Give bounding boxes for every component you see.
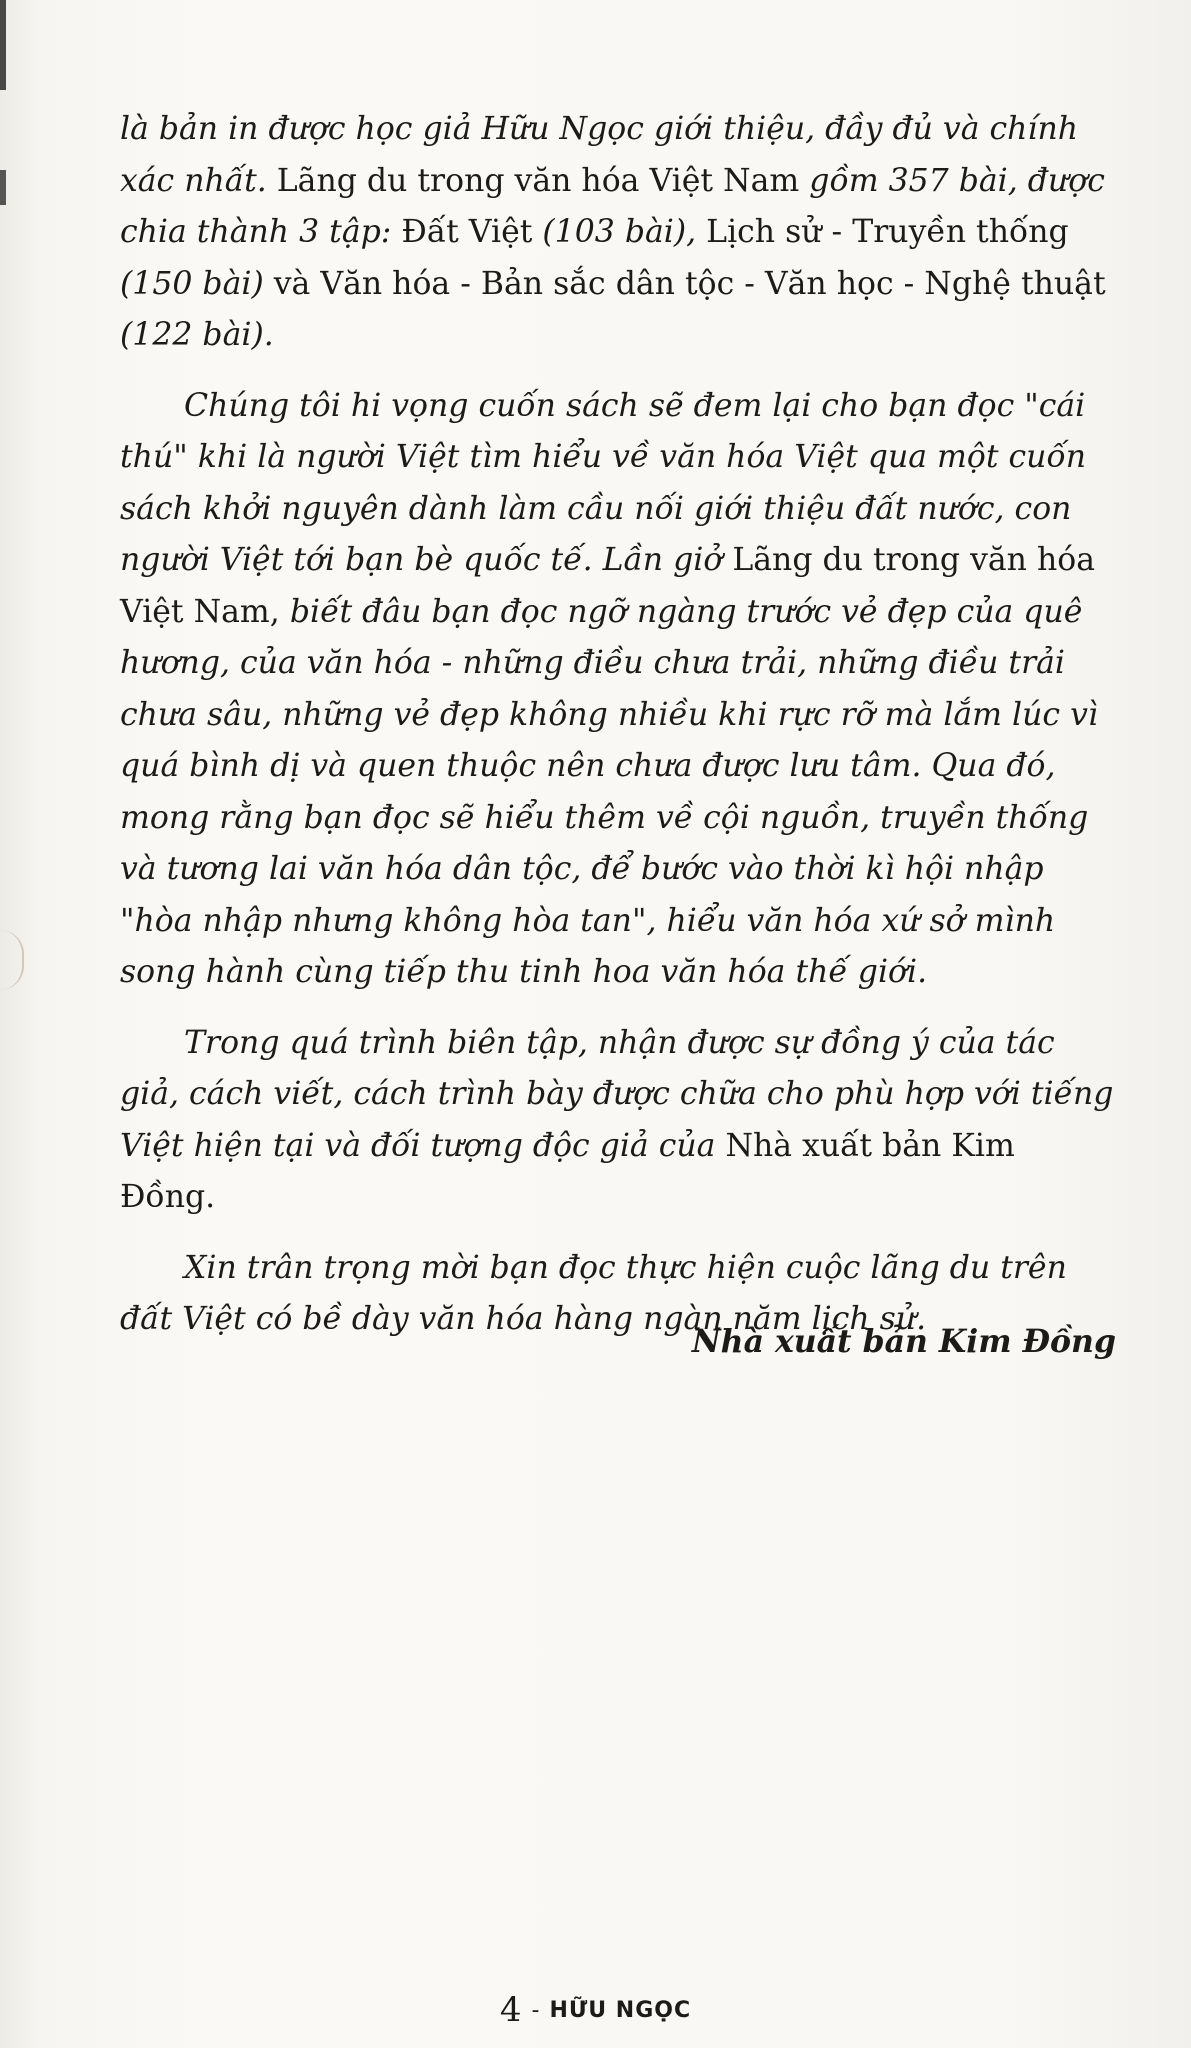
volume-title-2: Lịch sử - Truyền thống xyxy=(706,214,1069,250)
text-run: Xin trân trọng mời bạn đọc thực hiện cuộc lãng du trên đất Việt có bề dày văn hóa hàng ngàn năm lịch sử. xyxy=(120,1249,1067,1337)
book-title: Lãng du trong văn hóa Việt Nam xyxy=(276,162,810,199)
page-footer xyxy=(0,1990,1191,2030)
page-fold-mark xyxy=(0,930,24,990)
text-run: (122 bài). xyxy=(120,317,274,353)
text-run: Trong quá trình biên tập, nhận được sự đồng ý của tác giả, cách viết, cách trình bày được chữa cho phù hợp với tiếng Việt hiện tại và đối tượng độc giả của xyxy=(120,1024,1114,1164)
text-run: và xyxy=(273,265,321,302)
paragraph-intro xyxy=(120,104,1116,362)
text-run: Chúng tôi hi vọng cuốn sách sẽ đem lại cho bạn đọc "cái thú" khi là người Việt tìm hiểu về văn hóa Việt qua một cuốn sách khởi nguyên dành làm cầu nối giới thiệu đất nước, con người Việt tới bạn bè quốc tế. Lần giở xyxy=(120,387,1087,578)
footer-separator: - xyxy=(531,1998,540,2023)
running-author: HỮU NGỌC xyxy=(549,1998,692,2023)
publisher-signature: Nhà xuất bản Kim Đồng xyxy=(691,1323,1116,1360)
text-run: là bản in được học giả Hữu Ngọc giới thiệu, đầy đủ và chính xác nhất. xyxy=(120,111,1079,199)
paragraph-hope xyxy=(120,381,1116,999)
body-text xyxy=(120,104,1116,1365)
book-title: Lãng du trong văn hóa Việt Nam, xyxy=(120,542,1096,630)
text-run: (150 bài) xyxy=(120,265,274,302)
text-run: (103 bài), xyxy=(542,214,707,250)
volume-title-1: Đất Việt xyxy=(401,214,543,250)
page-number: 4 xyxy=(499,1990,522,2030)
text-run: biết đâu bạn đọc ngỡ ngàng trước vẻ đẹp của quê hương, của văn hóa - những điều chưa trải, những điều trải chưa sâu, những vẻ đẹp không nhiều khi rực rỡ mà lắm lúc vì quá bình dị và quen thuộc nên chưa được lưu tâm. Qua đó, mong rằng bạn đọc sẽ hiểu thêm về cội nguồn, truyền thống và tương lai văn hóa dân tộc, để bước vào thời kì hội nhập "hòa nhập nhưng không hòa tan", hiểu văn hóa xứ sở mình song hành cùng tiếp thu tinh hoa văn hóa thế giới. xyxy=(120,593,1098,990)
page-edge-shadow xyxy=(0,0,6,2048)
paragraph-editing xyxy=(120,1018,1116,1224)
text-run: gồm 357 bài, được chia thành 3 tập: xyxy=(120,162,1105,250)
volume-title-3: Văn hóa - Bản sắc dân tộc - Văn học - Nghệ thuật xyxy=(320,265,1106,302)
publisher-name: Nhà xuất bản Kim Đồng. xyxy=(120,1127,1015,1215)
